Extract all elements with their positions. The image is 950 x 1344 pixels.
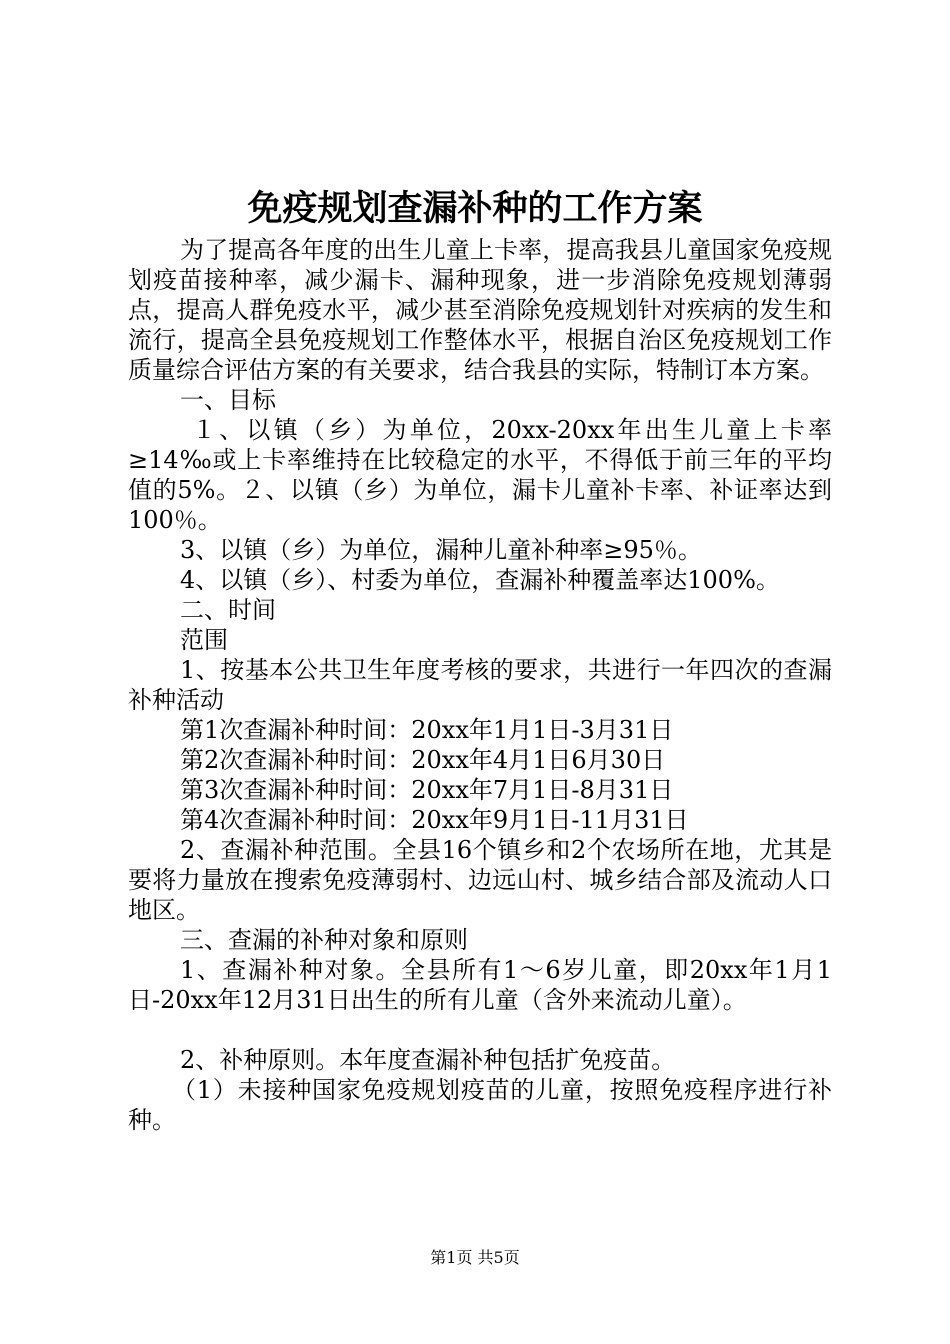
schedule-intro-paragraph: 1、按基本公共卫生年度考核的要求，共进行一年四次的查漏补种活动 — [128, 656, 832, 714]
targets-paragraph: 1、查漏补种对象。全县所有1～6岁儿童，即20xx年1月1日-20xx年12月31日出生的所有儿童（含外来流动儿童）。 — [128, 956, 832, 1014]
section-heading-time: 二、时间 — [180, 596, 276, 624]
paragraph-gap — [128, 1015, 832, 1045]
page-footer: 第1页 共5页 — [430, 1248, 520, 1267]
goal-3-paragraph: 3、以镇（乡）为单位，漏种儿童补种率≥95％。 — [180, 536, 702, 564]
document-title: 免疫规划查漏补种的工作方案 — [247, 188, 703, 229]
intro-paragraph: 为了提高各年度的出生儿童上卡率，提高我县儿童国家免疫规划疫苗接种率，减少漏卡、漏种现象，进一步消除免疫规划薄弱点，提高人群免疫水平，减少甚至消除免疫规划针对疾病的发生和流行，提高全县免疫规划工作整体水平，根据自治区免疫规划工作质量综合评估方案的有关要求，结合我县的实际，特制订本方案。 — [128, 236, 832, 384]
section-heading-targets: 三、查漏的补种对象和原则 — [180, 926, 468, 954]
section-heading-goals: 一、目标 — [180, 386, 276, 414]
schedule-round-1: 第1次查漏补种时间：20xx年1月1日-3月31日 — [180, 716, 674, 744]
goal-1-2-paragraph: １、以镇（乡）为单位，20xx-20xx年出生儿童上卡率≥14‰或上卡率维持在比较稳定的水平，不得低于前三年的平均值的5%。２、以镇（乡）为单位，漏卡儿童补卡率、补证率达到100％。 — [128, 416, 832, 534]
schedule-round-2: 第2次查漏补种时间：20xx年4月1日6月30日 — [180, 746, 666, 774]
document-body — [128, 235, 832, 1135]
principle-1-paragraph: （1）未接种国家免疫规划疫苗的儿童，按照免疫程序进行补种。 — [128, 1076, 832, 1134]
scope-label: 范围 — [180, 626, 228, 654]
principles-paragraph: 2、补种原则。本年度查漏补种包括扩免疫苗。 — [180, 1046, 676, 1074]
schedule-round-4: 第4次查漏补种时间：20xx年9月1日-11月31日 — [180, 806, 689, 834]
schedule-round-3: 第3次查漏补种时间：20xx年7月1日-8月31日 — [180, 776, 674, 804]
scope-paragraph: 2、查漏补种范围。全县16个镇乡和2个农场所在地，尤其是要将力量放在搜索免疫薄弱村、边远山村、城乡结合部及流动人口地区。 — [128, 836, 832, 924]
goal-4-paragraph: 4、以镇（乡）、村委为单位，查漏补种覆盖率达100%。 — [180, 566, 780, 594]
